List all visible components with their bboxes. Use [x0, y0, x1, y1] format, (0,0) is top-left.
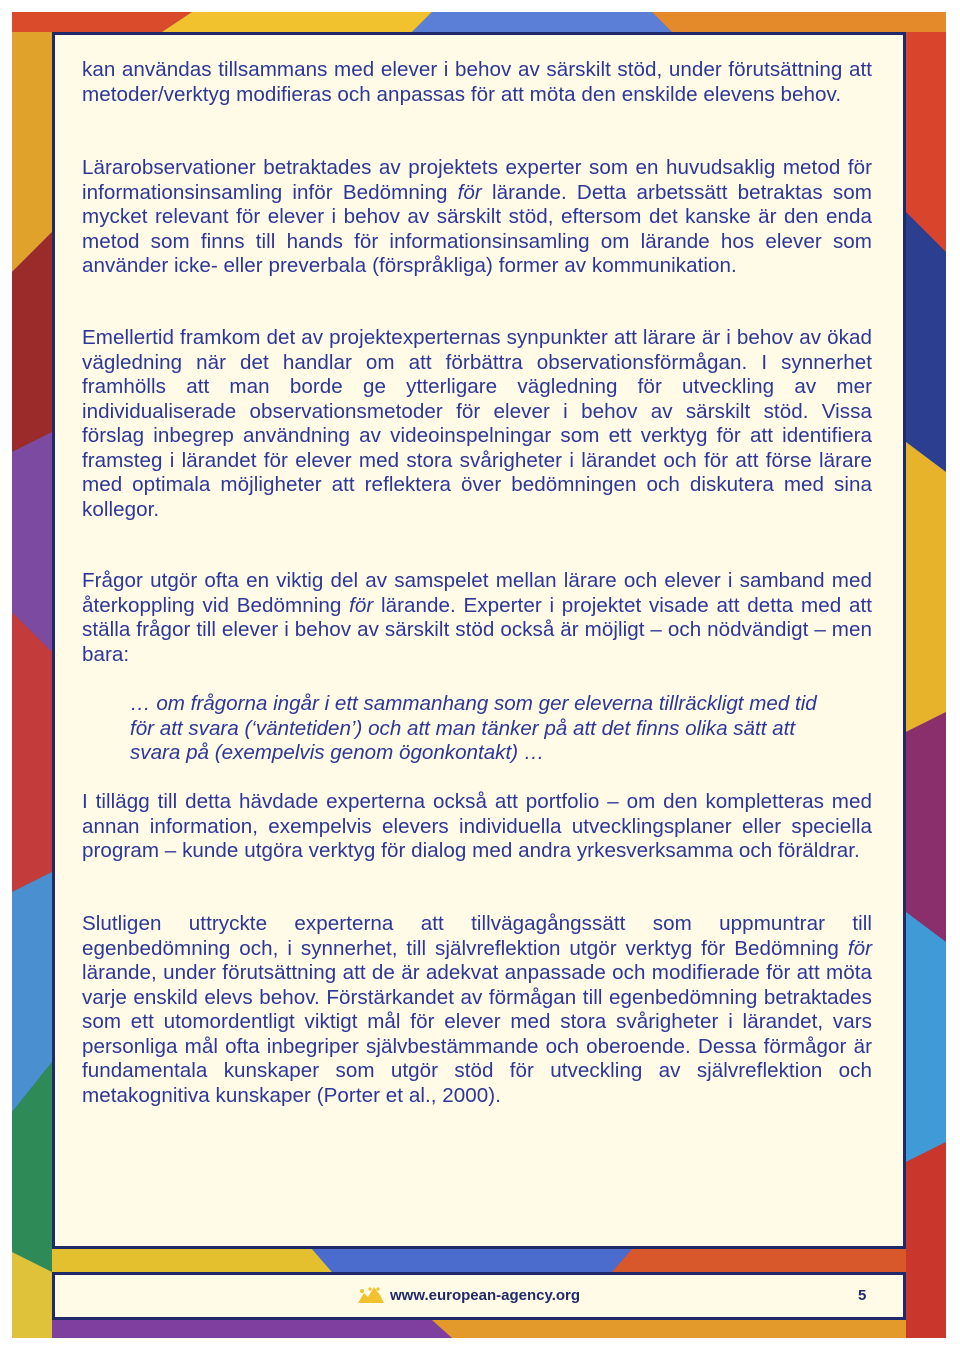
paragraph-4-text-b: lärande. Experter i projektet visade att detta med att ställa frågor till elever i behov av särskilt stöd också är möjligt – och nödvändigt – men bara:: [82, 593, 872, 666]
paragraph-2: [82, 156, 872, 279]
european-agency-logo-icon: [356, 1285, 386, 1305]
paragraph-4-emphasis: för: [349, 593, 374, 617]
paragraph-6-emphasis: för: [847, 936, 872, 960]
paragraph-5: [82, 790, 872, 864]
paragraph-2-text-a: Lärarobservationer betraktades av projektets experter som en huvudsaklig metod för informationsinsamling inför Bedömning: [82, 156, 872, 204]
paragraph-2-emphasis: för: [457, 180, 482, 204]
paragraph-3: [82, 326, 872, 522]
paragraph-6: [82, 912, 872, 1108]
paragraph-1-text: kan användas tillsammans med elever i behov av särskilt stöd, under förutsättning att metoder/verktyg modifieras och anpassas för att möta den enskilde elevens behov.: [82, 58, 872, 106]
paragraph-4-text-a: Frågor utgör ofta en viktig del av samspelet mellan lärare och elever i samband med återkoppling vid Bedömning: [82, 569, 872, 617]
page-number: 5: [858, 1287, 867, 1304]
footer-website-link[interactable]: www.european-agency.org: [390, 1287, 581, 1304]
paragraph-3-text: Emellertid framkom det av projektexperternas synpunkter att lärare är i behov av ökad vägledning när det handlar om att förbättra observationsförmågan. I synnerhet framhölls att man borde ge ytterligare vägledning för utveckling av mer individualiserade observationsmetoder för elever i behov av särskilt stöd. Vissa förslag inbegrep användning av videoinspelningar som ett verktyg för att identifiera framsteg i lärandet för elever med stora svårigheter i lärandet och för att förse lärare med optimala möjligheter att reflektera över bedömningen och diskutera med sina kollegor.: [82, 326, 872, 521]
block-quote-text: … om frågorna ingår i ett sammanhang som ger eleverna tillräckligt med tid för att svara (‘väntetiden’) och att man tänker på att det finns olika sätt att svara på (exempelvis genom ögonkontakt) …: [130, 692, 817, 764]
block-quote: [130, 692, 830, 766]
paragraph-4: [82, 569, 872, 667]
paragraph-6-text-a: Slutligen uttryckte experterna att tillvägagångssätt som uppmuntrar till egenbedömning och, i synnerhet, till självreflektion utgör verktyg för Bedömning: [82, 912, 872, 960]
paragraph-2-text-b: lärande. Detta arbetssätt betraktas som mycket relevant för elever i behov av särskilt stöd, eftersom det kanske är den enda metod som finns till hands för informationsinsamling om lärande hos elever som använder icke- eller preverbala (förspråkliga) former av kommunikation.: [82, 180, 872, 277]
paragraph-1: [82, 58, 872, 107]
paragraph-6-text-b: lärande, under förutsättning att de är adekvat anpassade och modifierade för att möta varje enskild elevs behov. Förstärkandet av förmågan till egenbedömning betraktades som ett utomordentligt viktigt mål för elever med stora svårigheter i lärandet, vars personliga mål ofta inbegriper självbestämmande och oberoende. Dessa förmågor är fundamentala kunskaper som utgör stöd för utveckling av självreflektion och metakognitiva kunskaper (Porter et al., 2000).: [82, 961, 872, 1107]
paragraph-5-text: I tillägg till detta hävdade experterna också att portfolio – om den kompletteras med annan information, exempelvis elevers individuella utvecklingsplaner eller speciella program – kunde utgöra verktyg för dialog med andra yrkesverksamma och föräldrar.: [82, 790, 872, 862]
